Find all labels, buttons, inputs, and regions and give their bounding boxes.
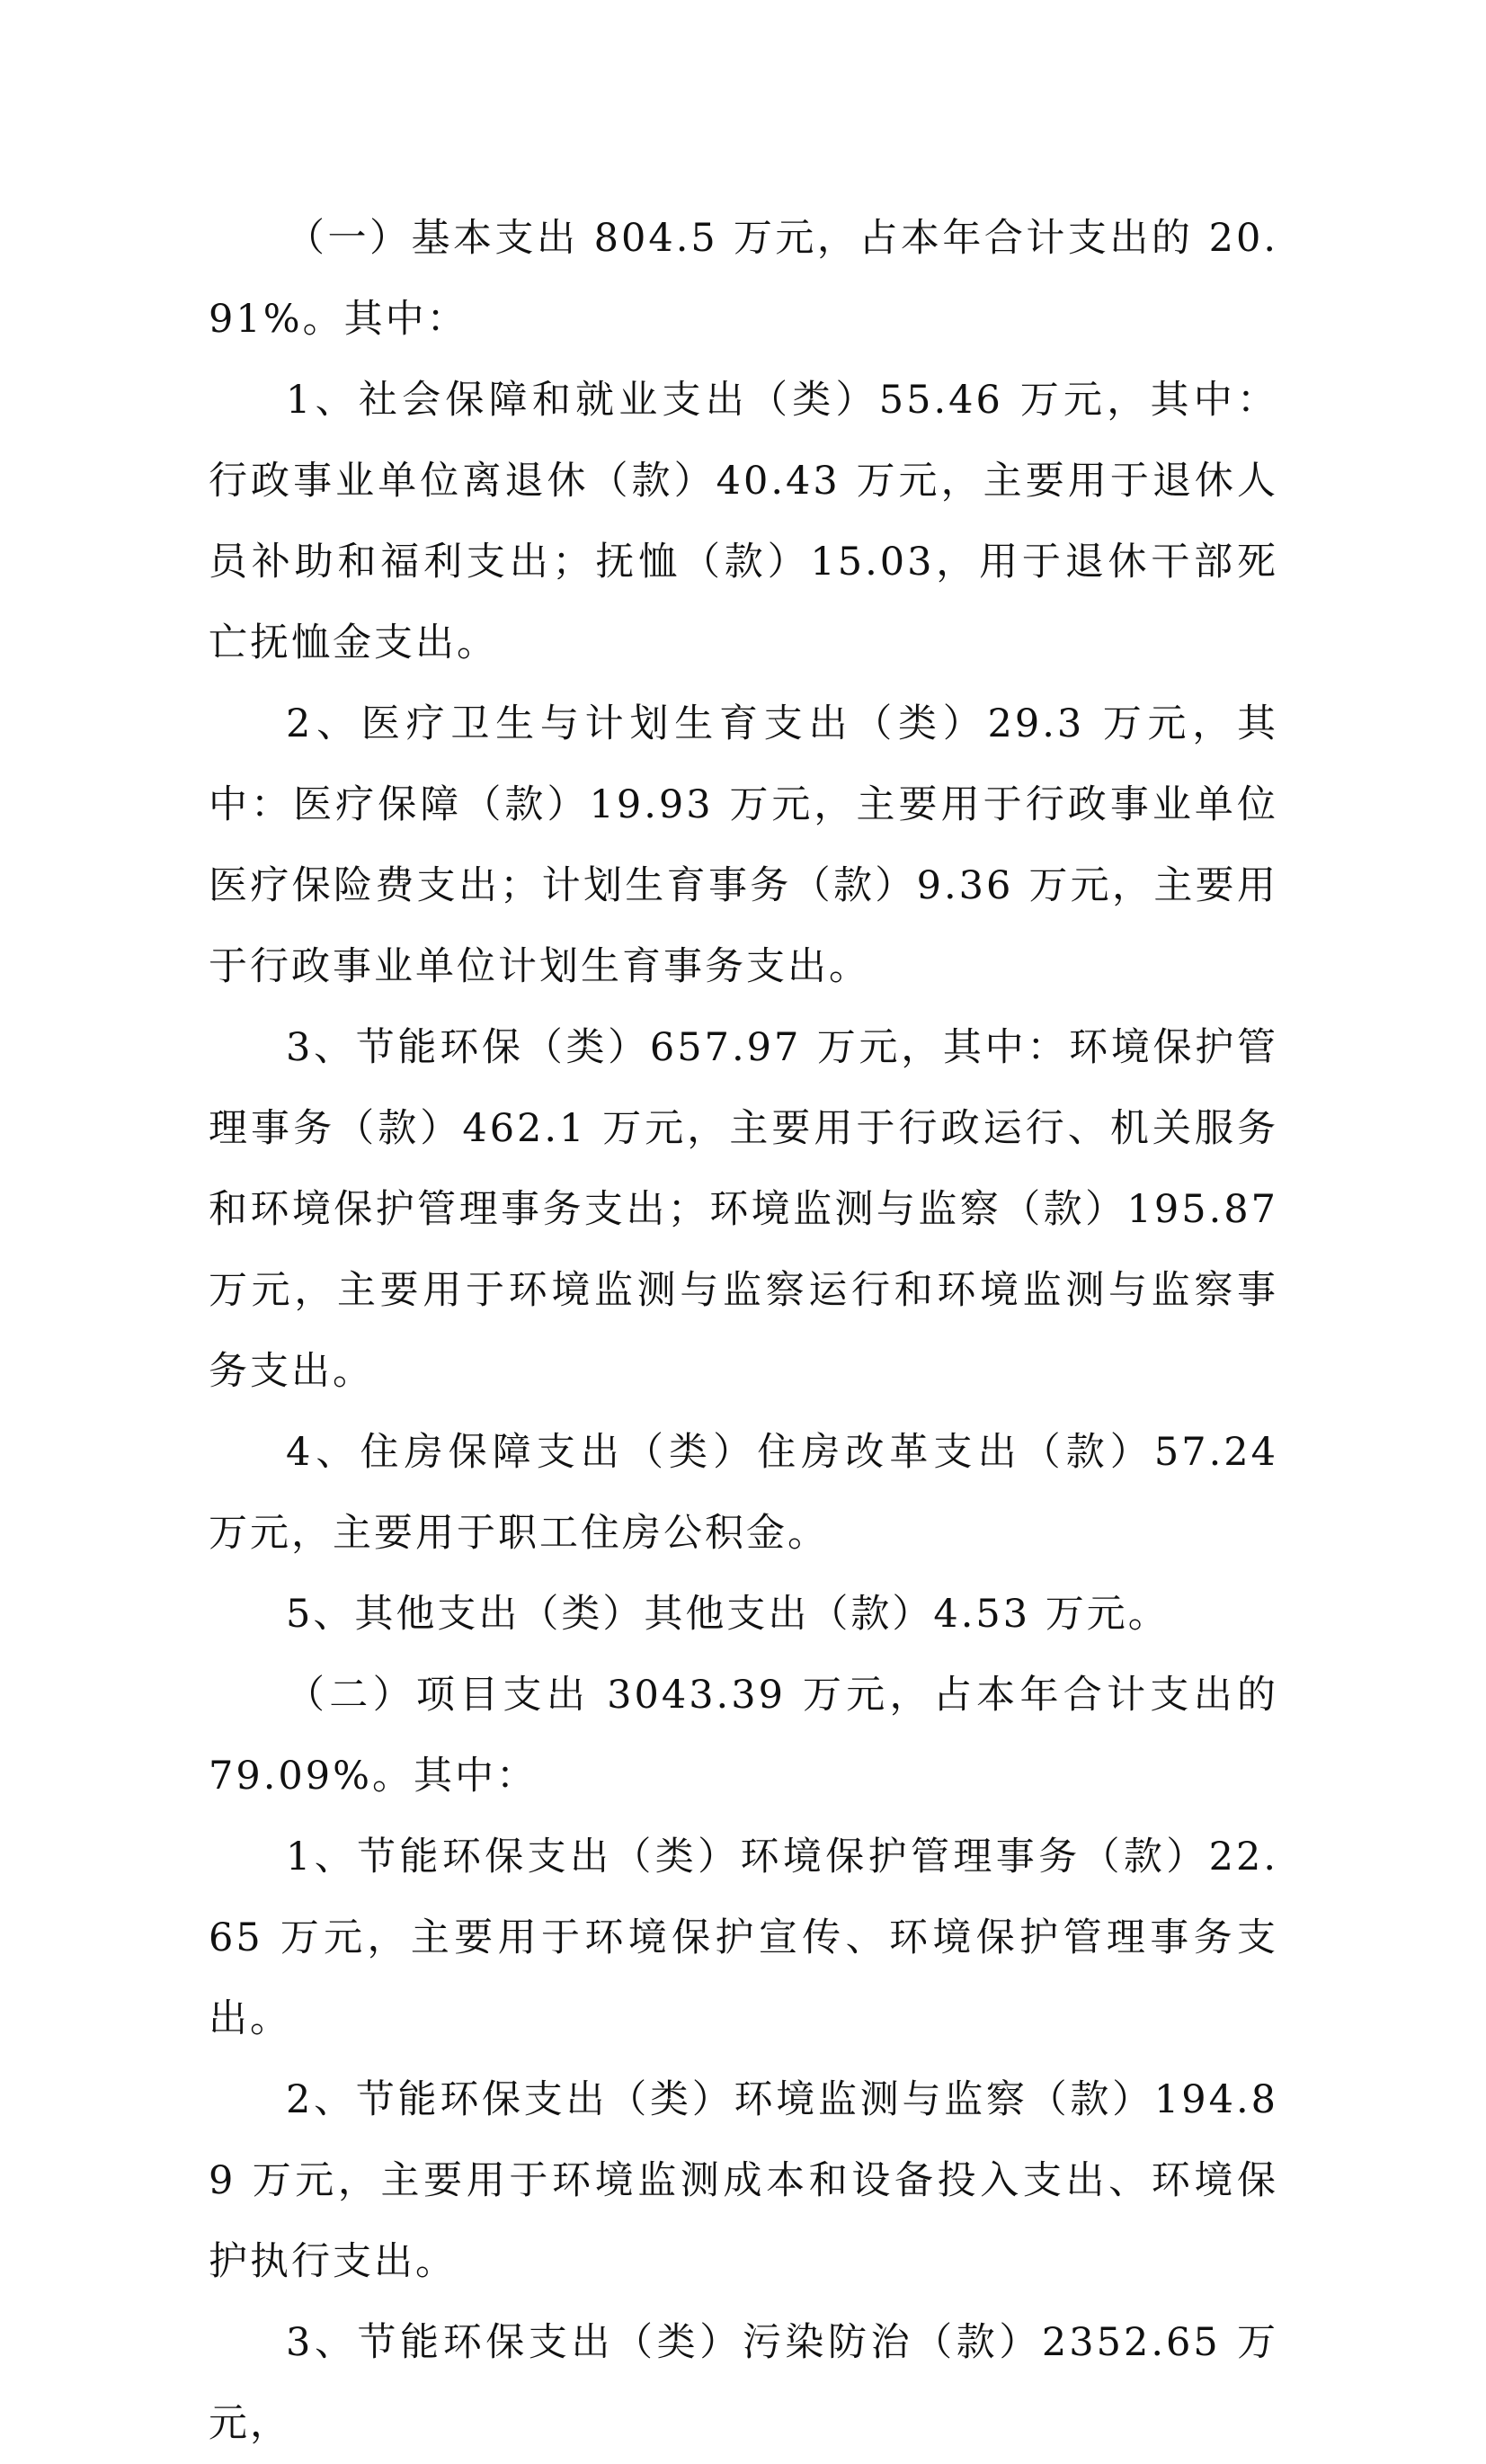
item-energy-environment: 3、节能环保（类）657.97 万元，其中：环境保护管理事务（款）462.1 万元，主要用于行政运行、机关服务和环境保护管理事务支出；环境监测与监察（款）195.87 万元，主要用于环境监测与监察运行和环境监测与监察事务支出。 (209, 1025, 1278, 1394)
item-housing-security: 4、住房保障支出（类）住房改革支出（款）57.24 万元，主要用于职工住房公积金。 (209, 1430, 1278, 1556)
section-project-expenditure: （二）项目支出 3043.39 万元，占本年合计支出的 79.09%。其中： (209, 1673, 1278, 1799)
item-pollution-control: 3、节能环保支出（类）污染防治（款）2352.65 万元， (209, 2320, 1278, 2446)
item-medical-health: 2、医疗卫生与计划生育支出（类）29.3 万元，其中：医疗保障（款）19.93 万元，主要用于行政事业单位医疗保险费支出；计划生育事务（款）9.36 万元，主要用于行政事业单位计划生育事务支出。 (209, 701, 1278, 989)
item-environment-monitoring: 2、节能环保支出（类）环境监测与监察（款）194.89 万元，主要用于环境监测成本和设备投入支出、环境保护执行支出。 (209, 2077, 1278, 2284)
document-body (209, 198, 1278, 2464)
item-other-expenditure: 5、其他支出（类）其他支出（款）4.53 万元。 (286, 1592, 1170, 1637)
item-social-security: 1、社会保障和就业支出（类）55.46 万元，其中：行政事业单位离退休（款）40.43 万元，主要用于退休人员补助和福利支出；抚恤（款）15.03，用于退休干部死亡抚恤金支出。 (209, 378, 1278, 665)
item-environment-management: 1、节能环保支出（类）环境保护管理事务（款）22.65 万元，主要用于环境保护宣传、环境保护管理事务支出。 (209, 1835, 1278, 2041)
section-basic-expenditure: （一）基本支出 804.5 万元，占本年合计支出的 20.91%。其中： (209, 216, 1278, 342)
